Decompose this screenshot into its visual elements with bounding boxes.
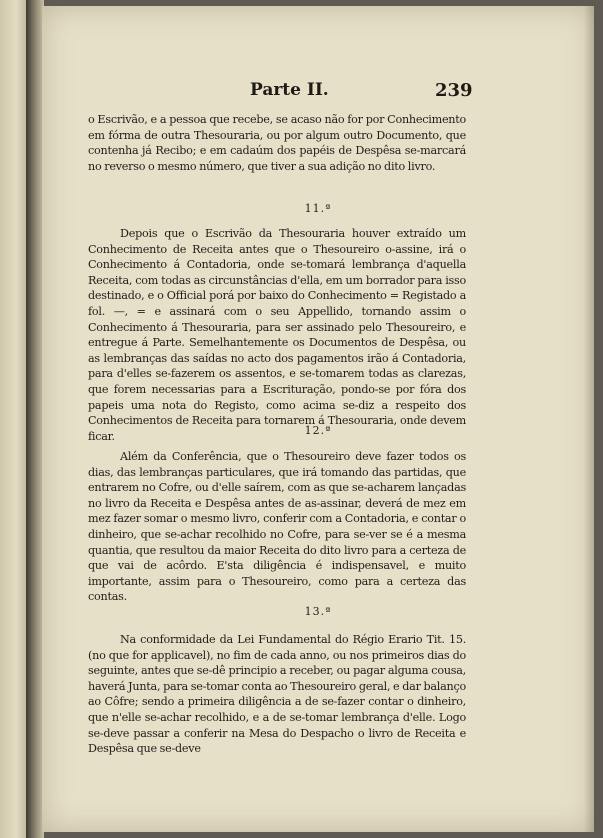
book-page: [42, 6, 594, 832]
section-number-12: 12.ª: [304, 424, 332, 437]
section-number-11: 11.ª: [304, 202, 332, 215]
section-13-paragraph: [88, 632, 466, 757]
page-edge-shadow: [584, 6, 594, 832]
section-number-13: 13.ª: [304, 605, 332, 618]
running-title: Parte II.: [250, 80, 329, 100]
page-header: [42, 80, 594, 104]
paragraph-text: Além da Conferência, que o Thesoureiro deve fazer todos os dias, das lembranças particulares, que irá tomando das partidas, que entrarem no Cofre, ou d'elle saírem, com as que se-acharem lançadas no livro da Receita e Despêsa antes de as-assinar, deverá de mez em mez fazer somar o mesmo livro, conferir com a Contadoria, e contar o dinheiro, que se-achar recolhido no Cofre, para se-ver se é a mesma quantia, que resultou da maior Receita do dito livro para a certeza de que vai de acôrdo. E'sta diligência é indispensavel, e muito importante, assim para o Thesoureiro, como para a certeza das contas.: [88, 450, 466, 604]
paragraph-text: o Escrivão, e a pessoa que recebe, se acaso não for por Conhecimento em fórma de outra Thesouraria, ou por algum outro Documento, que contenha já Recibo; e em cadaúm dos papéis de Despêsa se-marcará no reverso o mesmo número, que tiver a sua adição no dito livro.: [88, 113, 466, 173]
continuation-paragraph: [88, 112, 466, 174]
paragraph-text: Depois que o Escrivão da Thesouraria houver extraído um Conhecimento de Receita antes que o Thesoureiro o-assine, irá o Conhecimento á Contadoria, onde se-tomará lembrança d'aquella Receita, com todas as circunstâncias d'ella, em um borrador para isso destinado, e o Official porá por baixo do Conhecimento = Registado a fol. —, = e assinará com o seu Appellido, tornando assim o Conhecimento á Thesouraria, para ser assinado pelo Thesoureiro, e entregue á Parte. Semelhantemente os Documentos de Despêsa, ou as lembranças das saídas no acto dos pagamentos irão á Contadoria, para d'elles se-fazerem os assentos, e se-tomarem todas as clarezas, que forem necessarias para a Escrituração, pondo-se por fóra dos papeis uma nota do Registo, como acima se-diz a respeito dos Conhecimentos de Receita para tornarem á Thesouraria, onde devem ficar.: [88, 227, 466, 443]
section-12-paragraph: [88, 449, 466, 605]
paragraph-text: Na conformidade da Lei Fundamental do Régio Erario Tit. 15. (no que for applicavel), no fim de cada anno, ou nos primeiros dias do seguinte, antes que se-dê principio a receber, ou pagar alguma cousa, haverá Junta, para se-tomar conta ao Thesoureiro geral, e dar balanço ao Côfre; sendo a primeira diligência a de se-fazer contar o dinheiro, que n'elle se-achar recolhido, e a de se-tomar lembrança d'elle. Logo se-deve passar a conferir na Mesa do Despacho o livro de Receita e Despêsa que se-deve: [88, 633, 467, 756]
section-11-paragraph: [88, 226, 466, 444]
page-number: 239: [435, 80, 473, 101]
